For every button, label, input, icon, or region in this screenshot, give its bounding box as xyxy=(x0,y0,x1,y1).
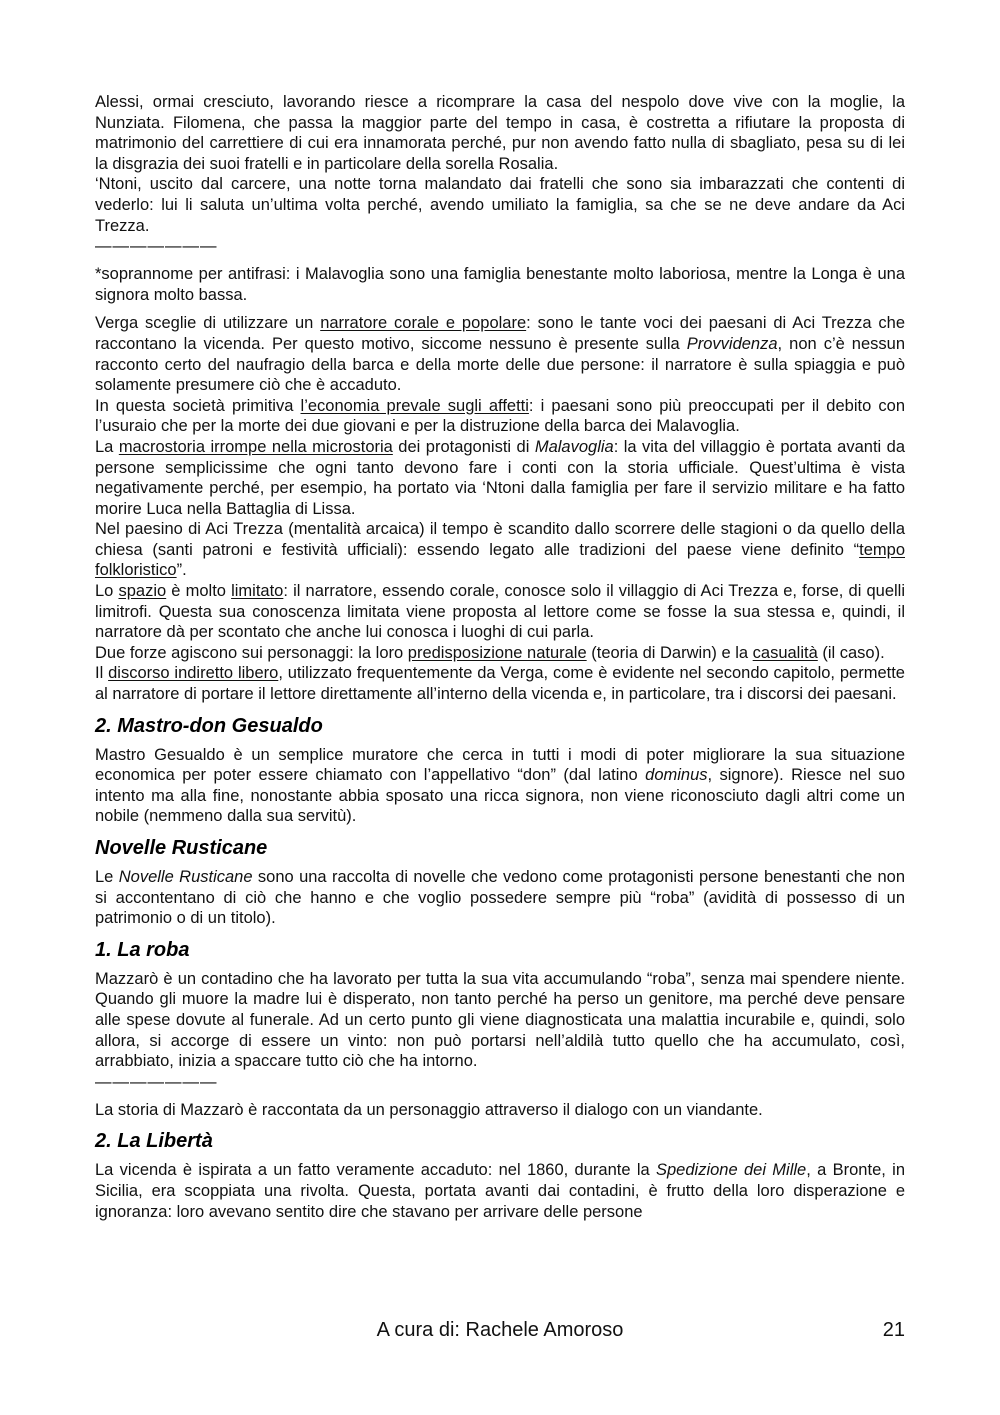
footer-author: A cura di: Rachele Amoroso xyxy=(376,1319,624,1341)
paragraph-novelle: Le Novelle Rusticane sono una raccolta di novelle che vedono come protagonisti persone benestanti che non si accontentano di ciò che hanno e che voglio possedere sempre più “roba” (avidità di possesso di un patrimonio o di un titolo). xyxy=(95,868,906,928)
paragraph-discorso: Il discorso indiretto libero, utilizzato frequentemente da Verga, come è evidente nel secondo capitolo, permette al narratore di portare il lettore direttamente all’interno della vicenda e, in particolare, tra i discorsi dei paesani. xyxy=(95,664,905,704)
underlined-term: l’economia prevale sugli affetti xyxy=(300,396,529,415)
paragraph-spazio: Lo spazio è molto limitato: il narratore, essendo corale, conosce solo il villaggio di Aci Trezza e, forse, di quelli limitrofi. Questa sua conoscenza limitata viene proposta al lettore come se fosse la sua stessa e, quindi, il narratore dà per scontato che anche lui conosca i luoghi di cui parla. xyxy=(95,582,906,642)
page-number: 21 xyxy=(882,1319,905,1341)
italic-title: Spedizione dei Mille xyxy=(656,1161,807,1180)
underlined-term: discorso indiretto libero xyxy=(108,664,279,683)
underlined-term: macrostoria irrompe nella microstoria xyxy=(118,437,393,456)
underlined-term: casualità xyxy=(752,643,818,662)
underlined-term: limitato xyxy=(231,582,284,601)
paragraph-forze: Due forze agiscono sui personaggi: la loro predisposizione naturale (teoria di Darwin) e la casualità (il caso). xyxy=(95,643,885,662)
paragraph-viandante: La storia di Mazzarò è raccontata da un personaggio attraverso il dialogo con un viandante. xyxy=(95,1100,763,1119)
paragraph-macrostoria: La macrostoria irrompe nella microstoria dei protagonisti di Malavoglia: la vita del villaggio è portata avanti da persone semplicissime che ogni tanto devono fare i conti con la storia ufficiale. Quest’ultima è vista negativamente perché, per esempio, ha portato via ‘Ntoni dalla famiglia per fare il servizio militare e ha fatto morire Luca nella Battaglia di Lissa. xyxy=(95,437,905,518)
heading-mastro-don-gesualdo: 2. Mastro-don Gesualdo xyxy=(95,714,323,737)
paragraph-tempo: Nel paesino di Aci Trezza (mentalità arcaica) il tempo è scandito dallo scorrere delle stagioni o da quello della chiesa (santi patroni e festività ufficiali): essendo legato alle tradizioni del paese viene definito “tempo folkloristico”. xyxy=(95,520,905,580)
italic-title: Malavoglia xyxy=(534,437,614,456)
italic-word: dominus xyxy=(645,766,708,785)
separator: ——————— xyxy=(95,1072,218,1091)
page-footer xyxy=(0,1319,1000,1347)
paragraph-liberta: La vicenda è ispirata a un fatto veramente accaduto: nel 1860, durante la Spedizione dei Mille, a Bronte, in Sicilia, era scoppiata una rivolta. Questa, portata avanti dai contadini, è frutto della loro disperazione e ignoranza: loro avevano sentito dire che stavano per arrivare delle persone xyxy=(95,1161,905,1221)
heading-la-liberta: 2. La Libertà xyxy=(95,1130,213,1153)
heading-novelle-rusticane: Novelle Rusticane xyxy=(95,837,268,859)
underlined-term: tempo folkloristico xyxy=(95,540,905,580)
heading-la-roba: 1. La roba xyxy=(95,938,190,961)
underlined-term: spazio xyxy=(118,582,167,601)
paragraph-ntoni: ‘Ntoni, uscito dal carcere, una notte torna malandato dai fratelli che sono sia imbarazzati che contenti di vederlo: lui li saluta un’ultima volta perché, avendo umiliato la famiglia, sa che se ne deve andare da Aci Trezza. xyxy=(95,175,905,235)
underlined-term: narratore corale e popolare xyxy=(320,314,527,333)
paragraph-alessi: Alessi, ormai cresciuto, lavorando riesce a ricomprare la casa del nespolo dove vive con la moglie, la Nunziata. Filomena, che passa la maggior parte del tempo in casa, è costretta a rifiutare la proposta di matrimonio del carrettiere di cui era innamorata perché, pur non avendo fatto nulla di sbagliato, pesa su di lei la disgrazia dei suoi fratelli e in particolare della sorella Rosalia. xyxy=(95,93,905,173)
paragraph-narratore: Verga sceglie di utilizzare un narratore corale e popolare: sono le tante voci dei paesani di Aci Trezza che raccontano la vicenda. Per questo motivo, siccome nessuno è presente sulla Provvidenza, non c’è nessun racconto certo del naufragio della barca e della morte delle due persone: il narratore è sulla spiaggia e può solamente presumere ciò che è accaduto. xyxy=(95,314,906,395)
document-body xyxy=(95,92,905,1222)
paragraph-gesualdo: Mastro Gesualdo è un semplice muratore che cerca in tutti i modi di poter migliorare la sua situazione economica per poter essere chiamato con l’appellativo “don” (dal latino dominus, signore). Riesce nel suo intento ma alla fine, nonostante abbia sposato una ricca signora, non viene riconosciuto dagli altri come un nobile (nemmeno dalla sua servitù). xyxy=(95,745,905,826)
paragraph-mazzaro: Mazzarò è un contadino che ha lavorato per tutta la sua vita accumulando “roba”, senza mai spendere niente. Quando gli muore la madre lui è disperato, non tanto perché ha perso un genitore, ma perché deve pensare alle spese dovute al funerale. Ad un certo punto gli viene diagnosticata una malattia incurabile e, quindi, solo allora, si accorge di essere un vinto: non può portarsi nell’aldilà tutto quello che ha accumulato, così, arrabbiato, inizia a spaccare tutto ciò che ha intorno. xyxy=(95,969,905,1071)
paragraph-footnote: *soprannome per antifrasi: i Malavoglia sono una famiglia benestante molto laboriosa, mentre la Longa è una signora molto bassa. xyxy=(95,265,905,304)
paragraph-economia: In questa società primitiva l’economia prevale sugli affetti: i paesani sono più preoccupati per il debito con l’usuraio che per la morte dei due giovani e per la distruzione della barca dei Malavoglia. xyxy=(95,396,905,436)
italic-title: Novelle Rusticane xyxy=(118,868,253,886)
underlined-term: predisposizione naturale xyxy=(407,643,587,662)
separator: ——————— xyxy=(95,237,218,256)
italic-title: Provvidenza xyxy=(686,334,778,353)
